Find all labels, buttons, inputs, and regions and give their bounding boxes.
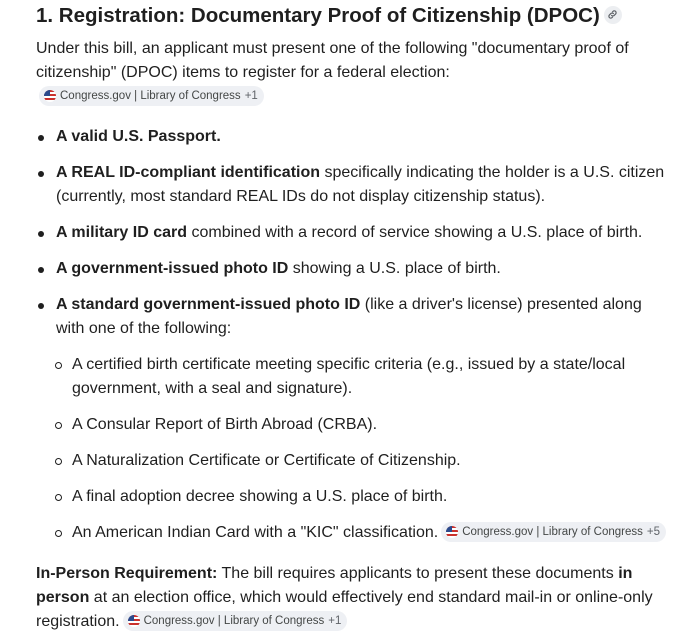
sub-list-item-text: An American Indian Card with a "KIC" classification. bbox=[72, 524, 439, 541]
list-item-bold: A standard government-issued photo ID bbox=[56, 296, 361, 313]
list-item bbox=[56, 221, 681, 245]
list-item-bold: A government-issued photo ID bbox=[56, 260, 289, 277]
sub-list-item-text: A Consular Report of Birth Abroad (CRBA). bbox=[72, 416, 378, 433]
list-item-text: combined with a record of service showing a U.S. place of birth. bbox=[187, 224, 643, 241]
list-item-bold: A REAL ID-compliant identification bbox=[56, 164, 321, 181]
source-chip-count: +1 bbox=[244, 89, 258, 102]
in-person-paragraph bbox=[36, 562, 676, 634]
sub-list-item bbox=[72, 449, 667, 473]
list-item bbox=[56, 161, 681, 209]
in-person-text: The bill requires applicants to present these documents bbox=[217, 565, 619, 582]
in-person-emphasis: in person bbox=[36, 565, 633, 606]
sub-list-item bbox=[72, 521, 682, 545]
source-chip-label: Congress.gov | Library of Congress bbox=[60, 89, 241, 102]
source-chip-count: +1 bbox=[328, 614, 342, 627]
sub-list-item bbox=[72, 413, 667, 437]
sub-list-item-text: A certified birth certificate meeting specific criteria (e.g., issued by a state/local government, with a seal and signature). bbox=[72, 356, 626, 397]
bullet-dot bbox=[38, 231, 44, 237]
source-chip[interactable] bbox=[39, 86, 264, 106]
sub-list-item-text: A Naturalization Certificate or Certificate of Citizenship. bbox=[72, 452, 461, 469]
list-item-bold: A military ID card bbox=[56, 224, 188, 241]
source-chip-label: Congress.gov | Library of Congress bbox=[462, 525, 643, 538]
bullet-dot bbox=[38, 135, 44, 141]
list-item-text: specifically indicating the holder is a U.S. citizen (currently, most standard REAL IDs do not display citizenship status). bbox=[56, 164, 665, 205]
bullet-ring bbox=[55, 422, 62, 429]
list-item bbox=[56, 257, 681, 281]
bullet-ring bbox=[55, 458, 62, 465]
list-item-text: (like a driver's license) presented along with one of the following: bbox=[56, 296, 642, 337]
link-icon[interactable] bbox=[604, 6, 622, 24]
in-person-text-rest: at an election office, which would effectively end standard mail-in or online-only registration. bbox=[36, 589, 653, 630]
source-chip-count: +5 bbox=[646, 525, 660, 538]
source-chip[interactable] bbox=[441, 522, 666, 542]
list-item bbox=[56, 125, 671, 149]
list-item-text: showing a U.S. place of birth. bbox=[288, 260, 501, 277]
list-item bbox=[56, 293, 671, 341]
bullet-dot bbox=[38, 303, 44, 309]
us-flag-icon bbox=[44, 90, 56, 102]
sub-list-item bbox=[72, 485, 667, 509]
in-person-label: In-Person Requirement: bbox=[36, 565, 218, 582]
us-flag-icon bbox=[446, 526, 458, 538]
bullet-dot bbox=[38, 267, 44, 273]
section-heading-text: 1. Registration: Documentary Proof of Citizenship (DPOC) bbox=[36, 4, 600, 27]
sub-list-item-text: A final adoption decree showing a U.S. place of birth. bbox=[72, 488, 448, 505]
source-chip-label: Congress.gov | Library of Congress bbox=[143, 614, 325, 627]
bullet-ring bbox=[55, 494, 62, 501]
us-flag-icon bbox=[128, 615, 140, 627]
bullet-ring bbox=[55, 362, 62, 369]
intro-paragraph bbox=[36, 37, 676, 109]
list-item-bold: A valid U.S. Passport. bbox=[56, 128, 221, 145]
source-chip[interactable] bbox=[123, 611, 348, 631]
section-heading bbox=[36, 2, 622, 30]
intro-text: Under this bill, an applicant must present one of the following "documentary proof of citizenship" (DPOC) items to register for a federal election: bbox=[36, 40, 629, 81]
sub-list-item bbox=[72, 353, 667, 401]
bullet-ring bbox=[55, 530, 62, 537]
bullet-dot bbox=[38, 171, 44, 177]
